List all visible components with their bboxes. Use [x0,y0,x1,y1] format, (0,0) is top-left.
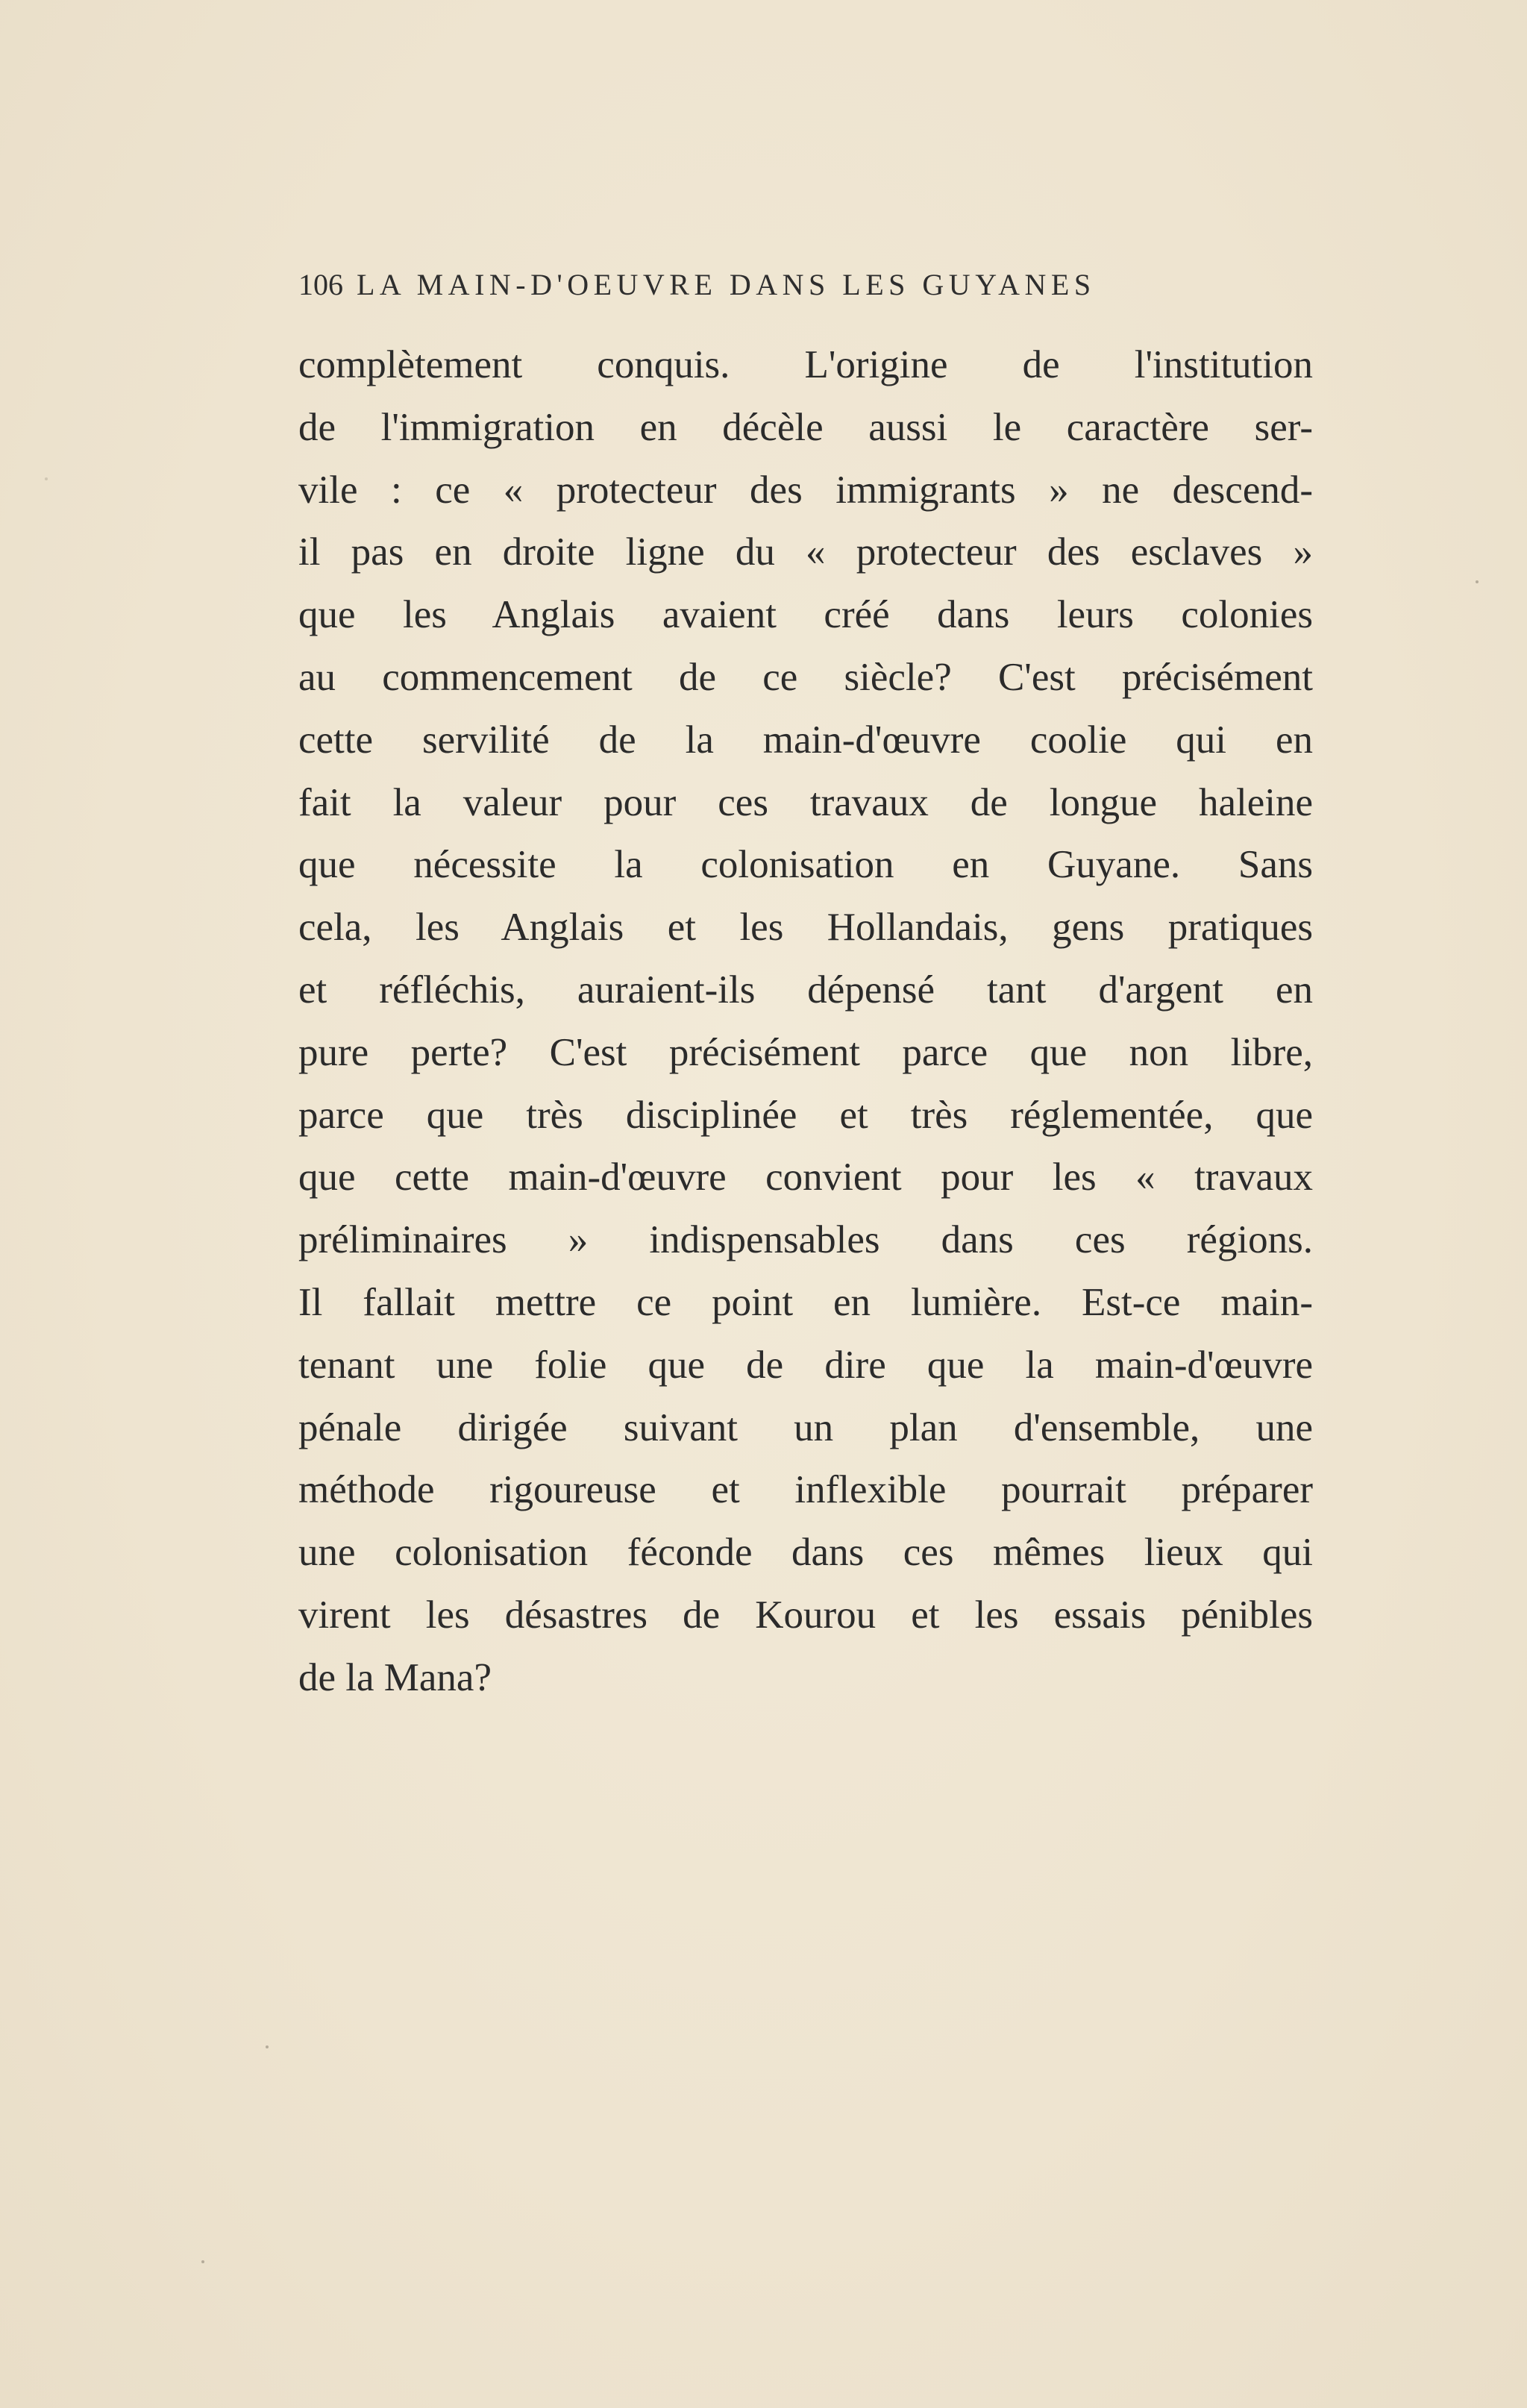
paper-speck [1476,580,1479,583]
body-text [298,334,1313,1710]
text-line: et réfléchis, auraient-ils dépensé tant d'argent en [298,968,1313,1012]
text-line: virent les désastres de Kourou et les essais pénibles [298,1593,1313,1637]
text-line: préliminaires » indispensables dans ces régions. [298,1218,1313,1262]
page-number: 106 [298,268,343,301]
text-line: au commencement de ce siècle? C'est précisément [298,655,1313,699]
running-title: LA MAIN-D'OEUVRE DANS LES GUYANES [357,268,1096,301]
text-line: cette servilité de la main-d'œuvre coolie qui en [298,718,1313,762]
paper-speck [201,2260,204,2263]
text-line: que nécessite la colonisation en Guyane. Sans [298,843,1313,887]
text-line: cela, les Anglais et les Hollandais, gens pratiques [298,906,1313,950]
text-line: que cette main-d'œuvre convient pour les « travaux [298,1156,1313,1200]
text-line: complètement conquis. L'origine de l'institution [298,343,1313,386]
text-line: pénale dirigée suivant un plan d'ensemble, une [298,1405,1313,1449]
running-header [298,267,1298,302]
text-line: de l'immigration en décèle aussi le caractère ser- [298,405,1313,449]
paper-speck [45,477,48,480]
text-line: fait la valeur pour ces travaux de longue haleine [298,780,1313,824]
text-line: il pas en droite ligne du « protecteur des esclaves » [298,530,1313,574]
text-line: une colonisation féconde dans ces mêmes lieux qui [298,1531,1313,1575]
text-line: pure perte? C'est précisément parce que non libre, [298,1030,1313,1074]
text-line: tenant une folie que de dire que la main-d'œuvre [298,1343,1313,1387]
text-line: vile : ce « protecteur des immigrants » ne descend- [298,468,1313,512]
text-line: méthode rigoureuse et inflexible pourrait préparer [298,1468,1313,1512]
text-line: que les Anglais avaient créé dans leurs colonies [298,593,1313,637]
text-line: de la Mana? [298,1655,492,1699]
text-line: Il fallait mettre ce point en lumière. Est-ce main- [298,1280,1313,1324]
paper-speck [266,2045,269,2048]
text-line: parce que très disciplinée et très réglementée, que [298,1093,1313,1137]
